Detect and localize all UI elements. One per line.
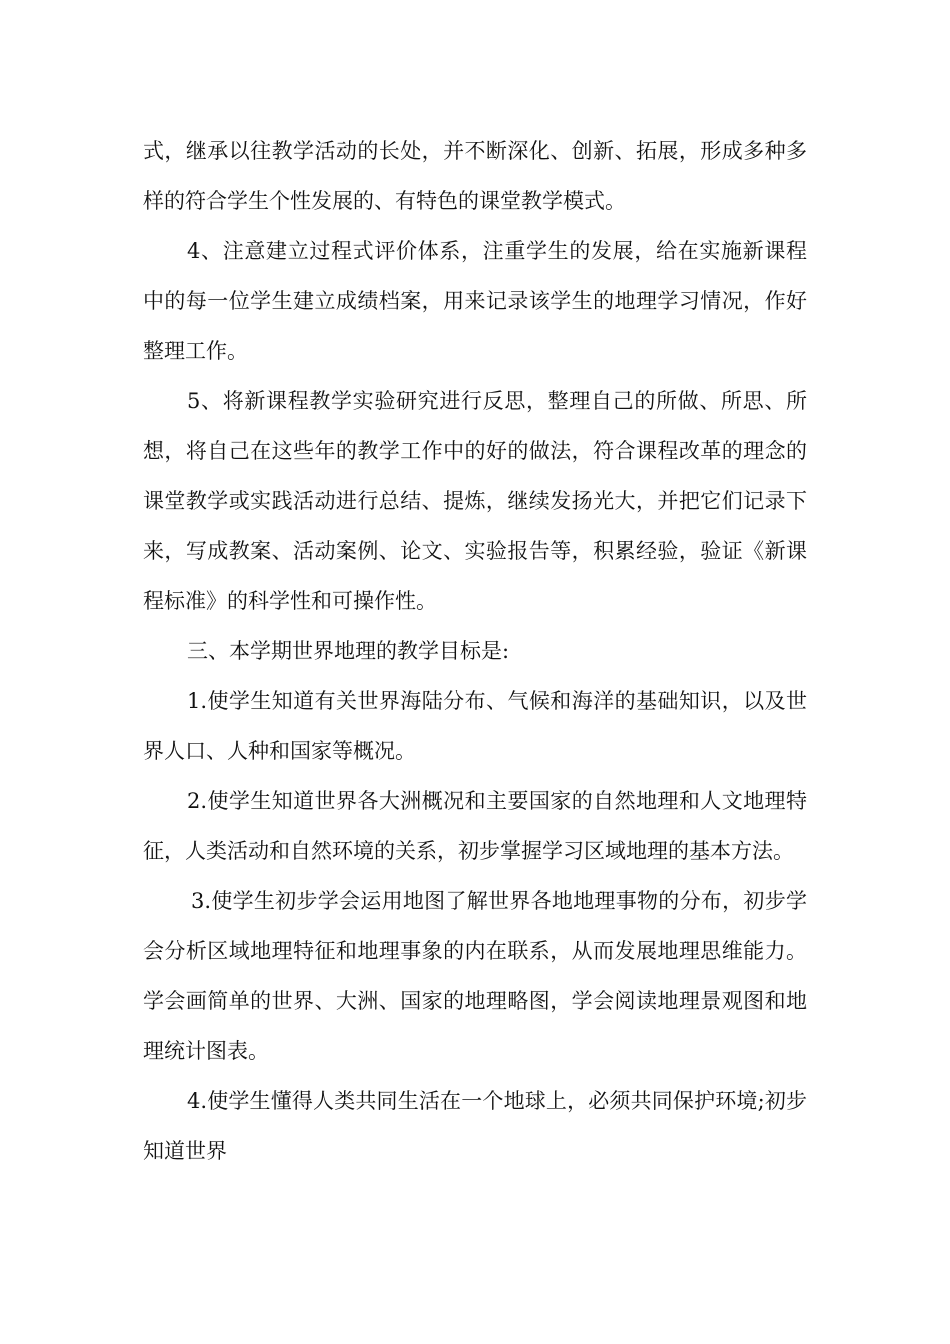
paragraph-goal-1: 1.使学生知道有关世界海陆分布、气候和海洋的基础知识，以及世界人口、人种和国家等概况。	[143, 689, 807, 763]
paragraph-item-5-reflection: 5、将新课程教学实验研究进行反思，整理自己的所做、所思、所想，将自己在这些年的教学工作中的好的做法，符合课程改革的理念的课堂教学或实践活动进行总结、提炼，继续发扬光大，并把它们记录下来，写成教案、活动案例、论文、实验报告等，积累经验，验证《新课程标准》的科学性和可操作性。	[143, 389, 807, 613]
paragraph-goal-3: 3.使学生初步学会运用地图了解世界各地地理事物的分布，初步学会分析区域地理特征和地理事象的内在联系，从而发展地理思维能力。学会画简单的世界、大洲、国家的地理略图，学会阅读地理景观图和地理统计图表。	[143, 889, 807, 1063]
document-body	[143, 126, 807, 1176]
section-heading-teaching-goals: 三、本学期世界地理的教学目标是:	[187, 639, 510, 663]
paragraph-continuation: 式，继承以往教学活动的长处，并不断深化、创新、拓展，形成多种多样的符合学生个性发展的、有特色的课堂教学模式。	[143, 139, 807, 213]
paragraph-goal-2: 2.使学生知道世界各大洲概况和主要国家的自然地理和人文地理特征，人类活动和自然环境的关系，初步掌握学习区域地理的基本方法。	[143, 789, 807, 863]
paragraph-item-4-evaluation: 4、注意建立过程式评价体系，注重学生的发展，给在实施新课程中的每一位学生建立成绩档案，用来记录该学生的地理学习情况，作好整理工作。	[143, 239, 807, 363]
paragraph-goal-4: 4.使学生懂得人类共同生活在一个地球上，必须共同保护环境;初步知道世界	[143, 1089, 807, 1163]
